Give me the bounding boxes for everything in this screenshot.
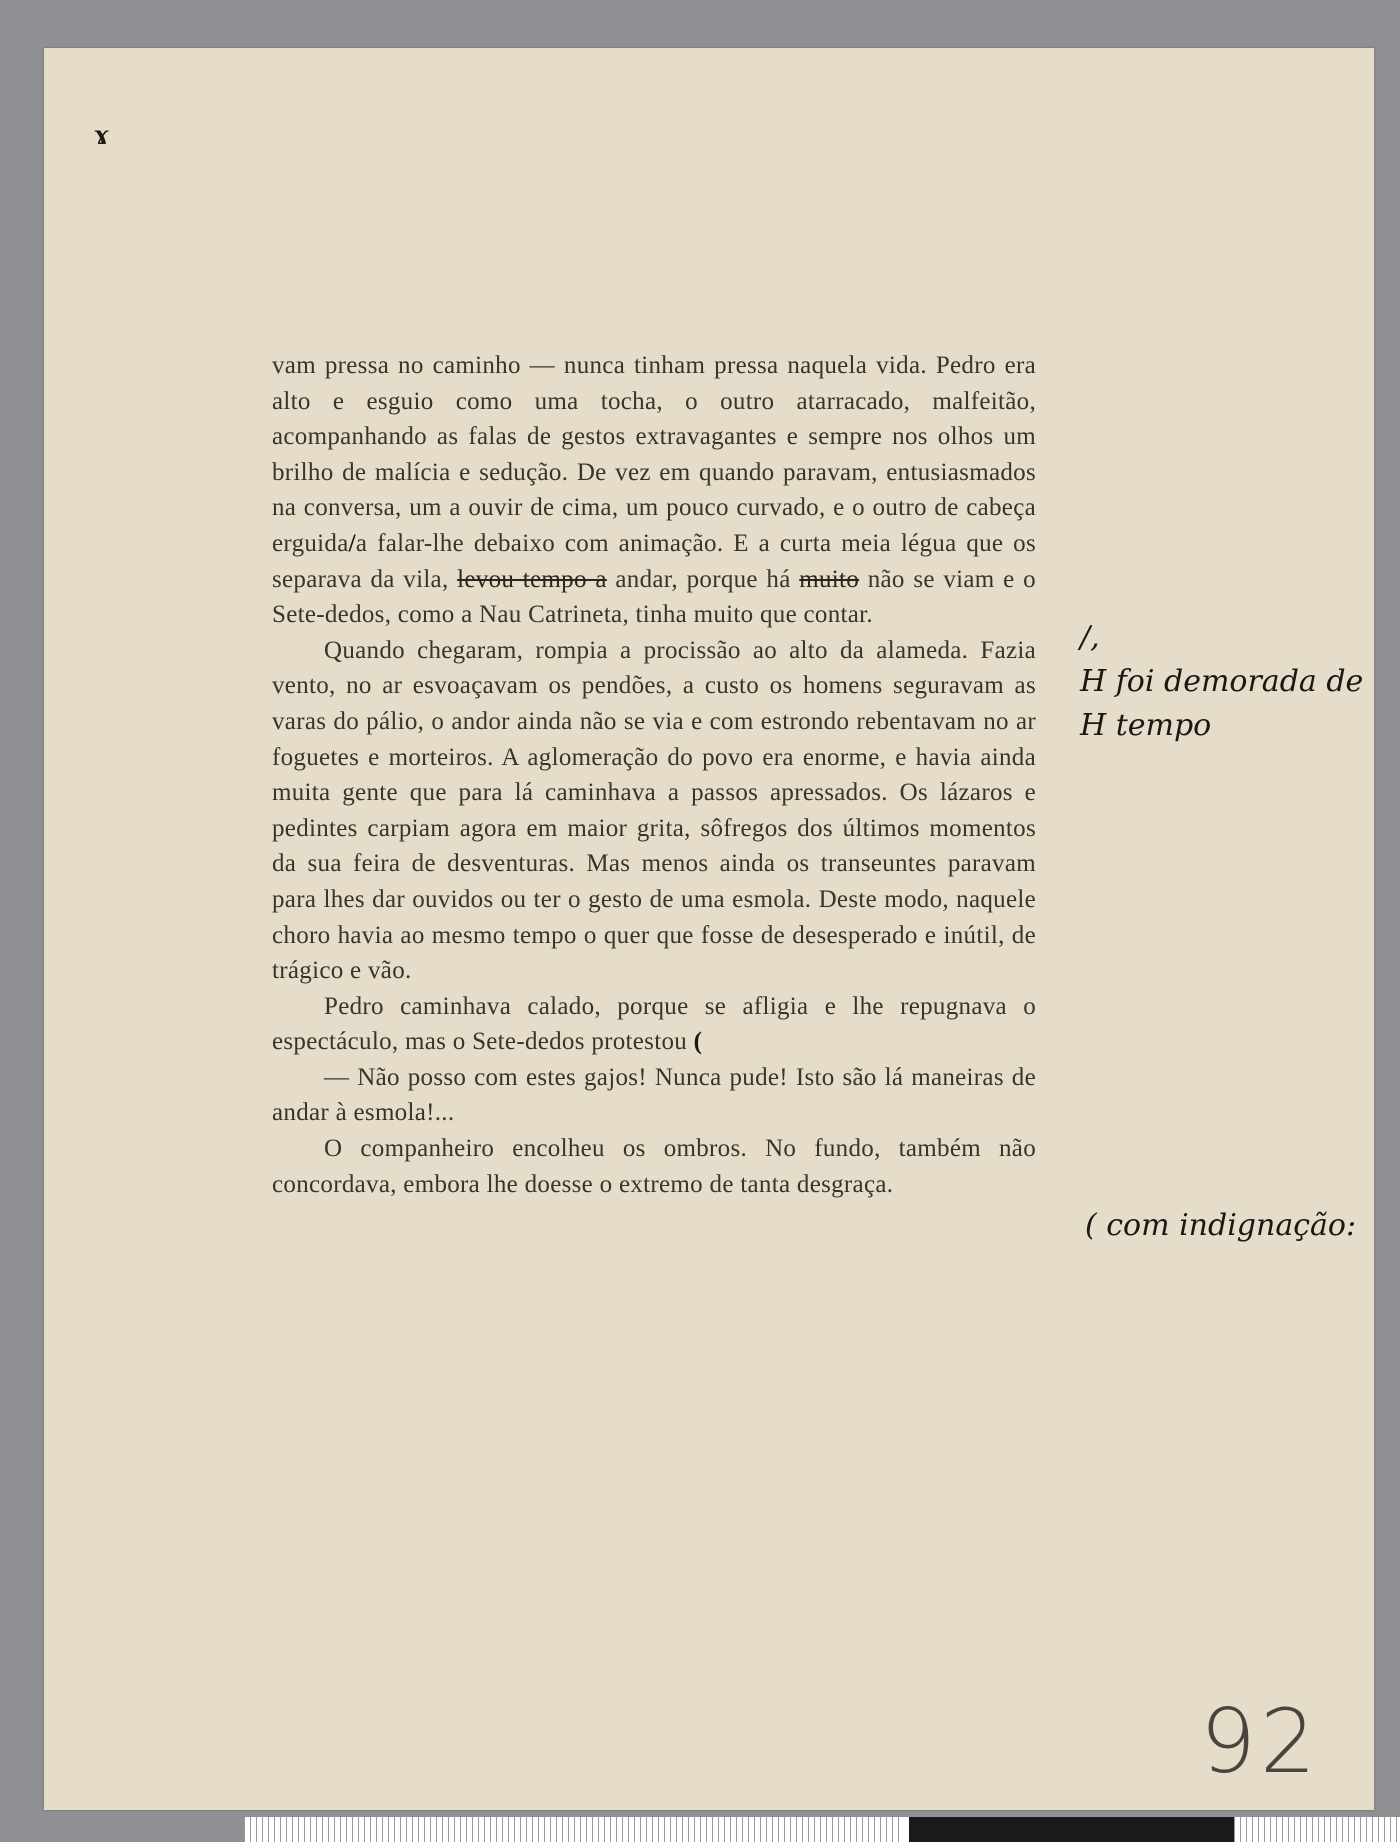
annotation-line: /, bbox=[1080, 620, 1100, 655]
text-run: não se viam e o Sete-dedos, como a Nau Catrineta, tinha muito que contar. bbox=[272, 565, 1036, 629]
text-run: O companheiro encolheu os ombros. No fundo, também não concordava, embora lhe doesse o extremo de tanta desgraça. bbox=[272, 1135, 1036, 1198]
text-run: a falar-lhe debaixo com animação. E a curta meia légua que os separava da vila, bbox=[272, 529, 1036, 593]
insertion-mark: / bbox=[348, 529, 356, 557]
paragraph bbox=[272, 989, 1036, 1060]
ruler-black-segment bbox=[909, 1817, 1234, 1842]
paragraph bbox=[272, 1131, 1036, 1202]
body-text bbox=[272, 348, 1036, 1202]
annotation-line: H tempo bbox=[1080, 708, 1212, 743]
paragraph bbox=[272, 633, 1036, 989]
corner-mark: ɤ bbox=[94, 118, 110, 151]
annotation-line: H foi demorada de bbox=[1080, 664, 1364, 699]
insertion-mark: ( bbox=[687, 1028, 703, 1056]
text-run: vam pressa no caminho — nunca tinham pressa naquela vida. Pedro era alto e esguio como uma tocha, o outro atarracado, malfeitão, acompanhando as falas de gestos extravagantes e sempre nos olhos um brilho de malícia e sedução. De vez em quando paravam, entusiasmados na conversa, um a ouvir de cima, um pouco curvado, e o outro de cabeça erguida bbox=[272, 352, 1036, 557]
text-run: andar, porque há bbox=[606, 565, 800, 593]
text-run: Pedro caminhava calado, porque se afligia e lhe repugnava o espectáculo, mas o Sete-dedos protestou bbox=[272, 992, 1036, 1056]
struck-text: levou tempo a bbox=[457, 565, 607, 593]
struck-text: muito bbox=[799, 565, 860, 593]
text-run: Quando chegaram, rompia a procissão ao alto da alameda. Fazia vento, no ar esvoaçavam os pendões, a custo os homens seguravam as varas do pálio, o andor ainda não se via e com estrondo rebentavam no ar foguetes e morteiros. A aglomeração do povo era enorme, e havia ainda muita gente que para lá caminhava a passos apressados. Os lázaros e pedintes carpiam agora em maior grita, sôfregos dos últimos momentos da sua feira de desventuras. Mas menos ainda os transeuntes paravam para lhes dar ouvidos ou ter o gesto de uma esmola. Deste modo, naquele choro havia ao mesmo tempo o quer que fosse de desesperado e inútil, de trágico e vão. bbox=[272, 636, 1036, 985]
paragraph bbox=[272, 1060, 1036, 1131]
text-run: — Não posso com estes gajos! Nunca pude! Isto são lá maneiras de andar à esmola!... bbox=[272, 1063, 1036, 1127]
scale-ruler bbox=[244, 1817, 1400, 1842]
margin-annotation-time bbox=[1080, 616, 1363, 748]
ruler-ticks bbox=[244, 1817, 904, 1842]
paragraph bbox=[272, 348, 1036, 633]
margin-annotation-indignation: ( com indignação: bbox=[1085, 1208, 1357, 1243]
ruler-ticks-right bbox=[1234, 1817, 1400, 1842]
page-number: 92 bbox=[1200, 1690, 1320, 1793]
